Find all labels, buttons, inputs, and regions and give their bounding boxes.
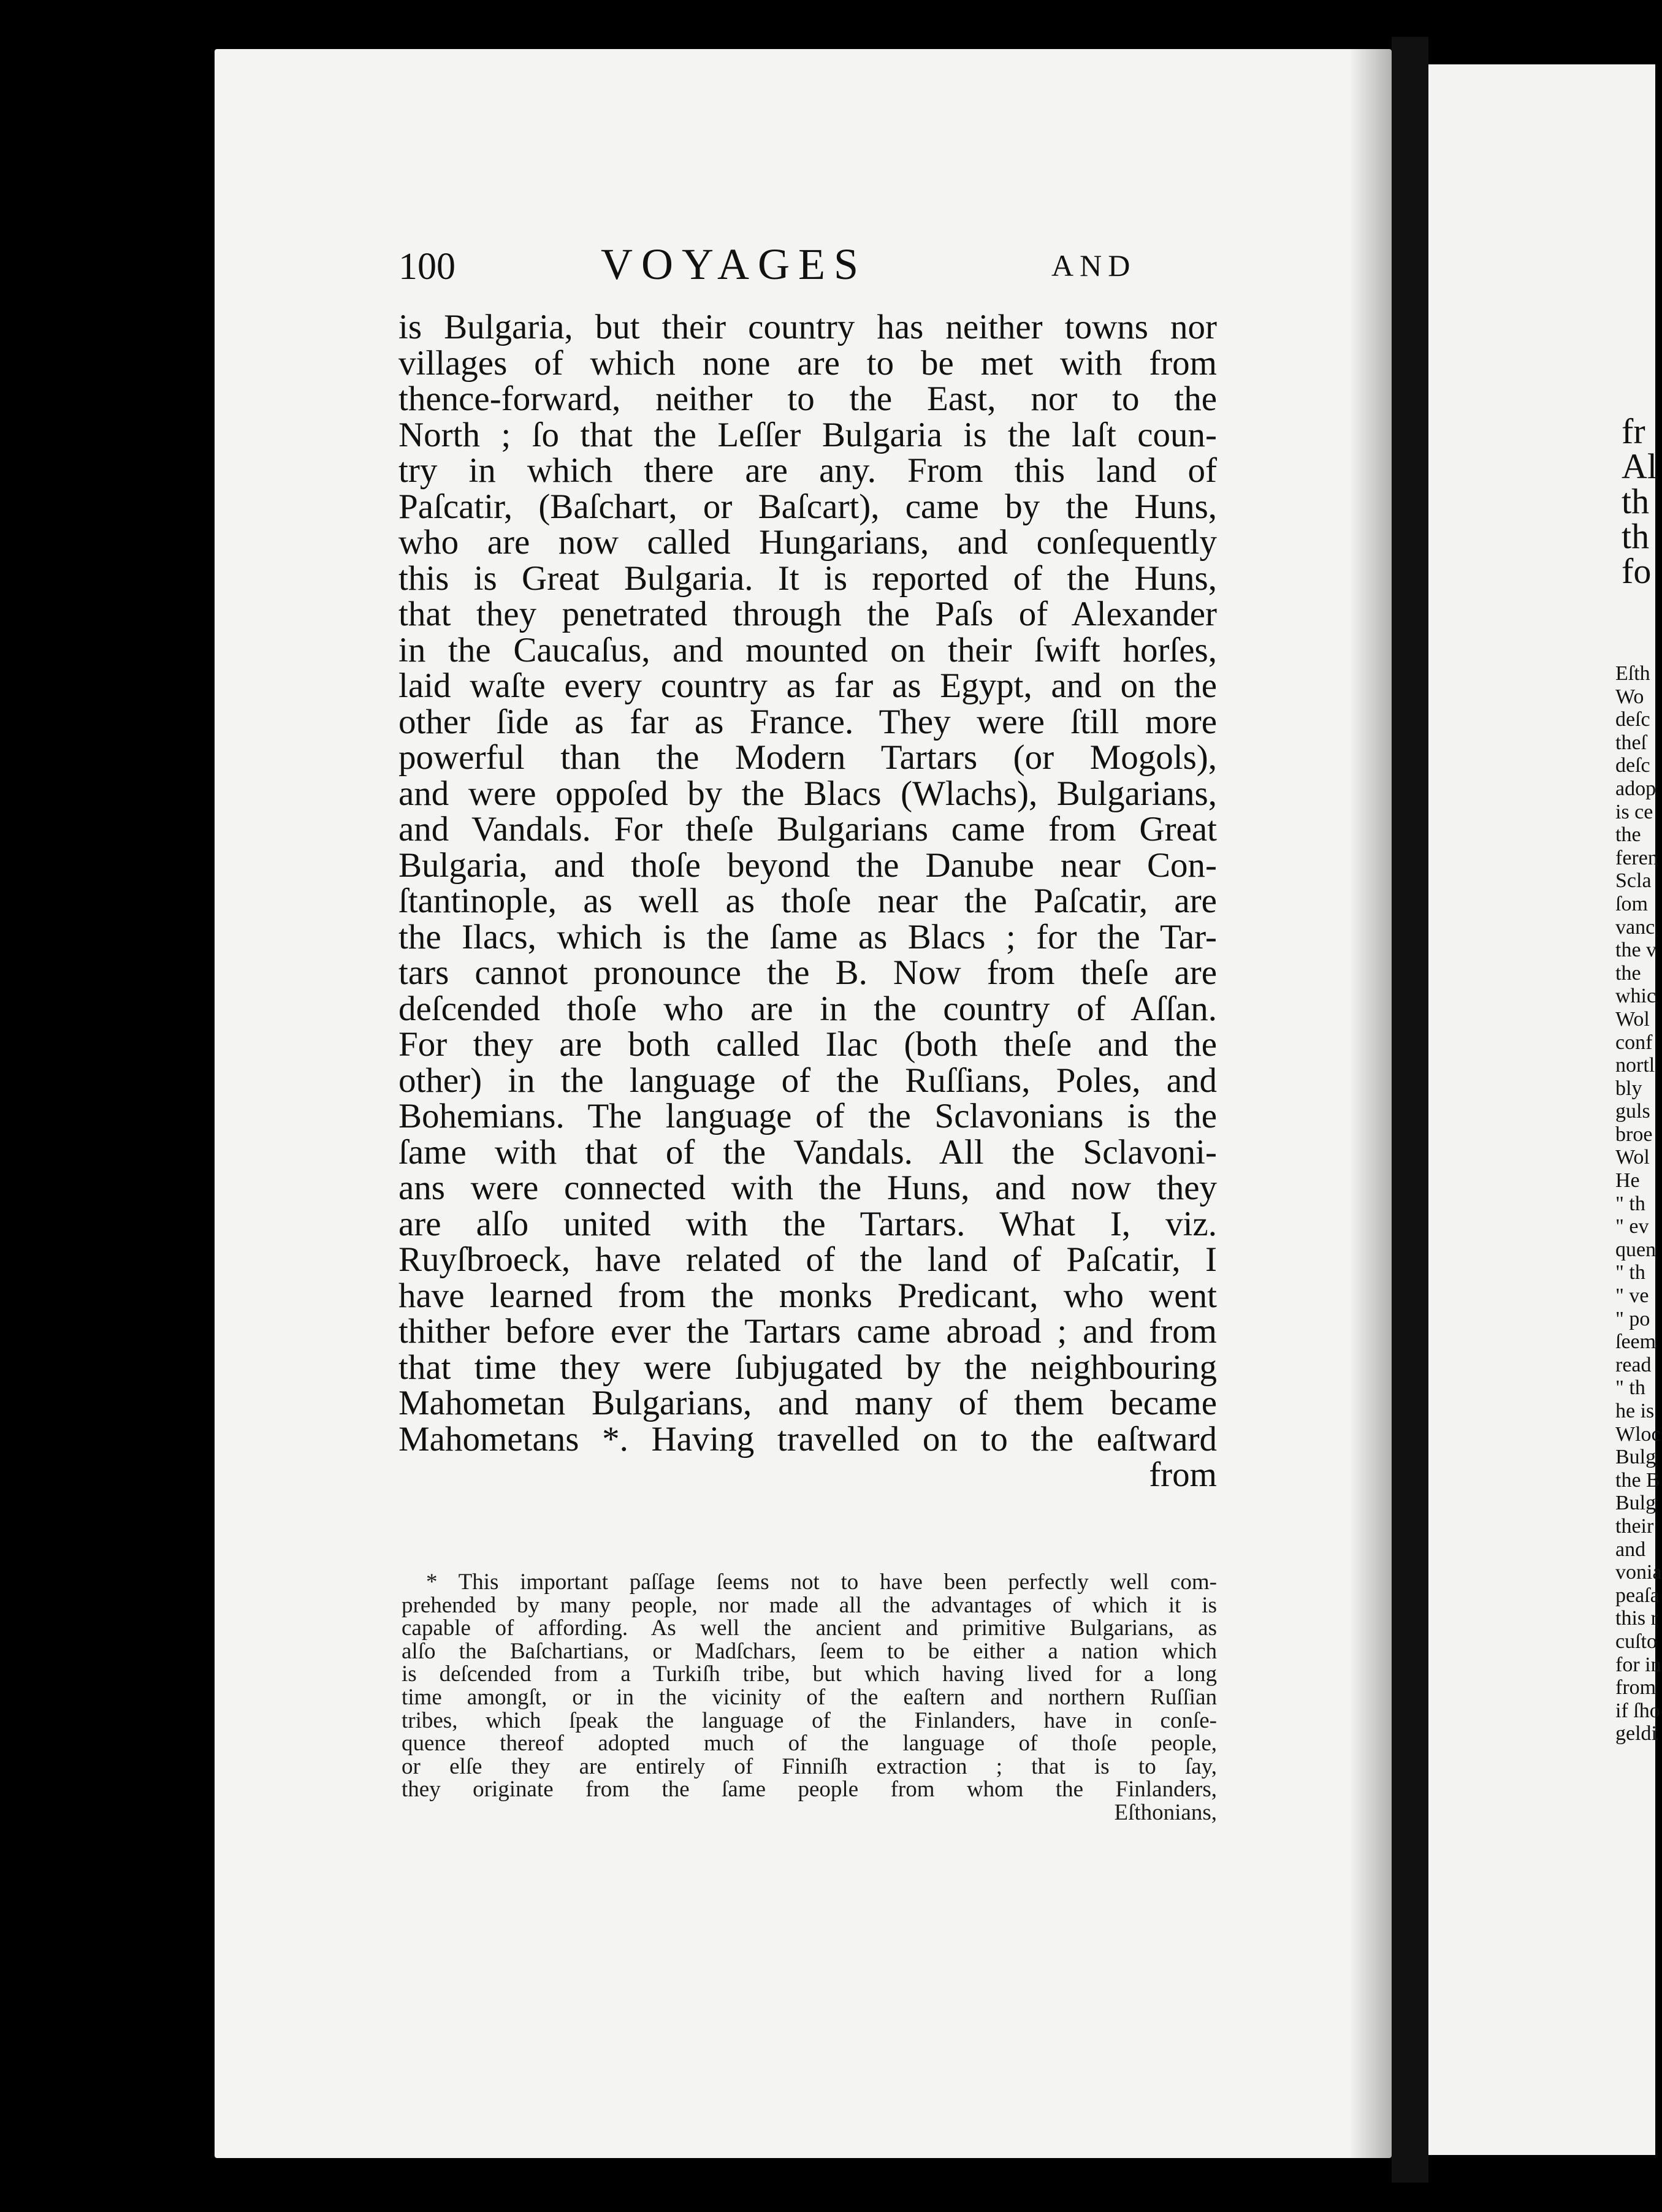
- facing-page-small-line: read: [1615, 1353, 1652, 1376]
- body-line: For they are both called Ilac (both theſe and the: [398, 1025, 1217, 1064]
- facing-page-small-line: adop: [1615, 777, 1656, 800]
- facing-page-large-text: [1622, 411, 1657, 591]
- facing-page-small-line: he is: [1615, 1400, 1655, 1422]
- footnote-line: Eſthonians,: [1114, 1799, 1217, 1825]
- facing-page-small-line: Bulg: [1615, 1446, 1656, 1469]
- facing-page-small-line: guls: [1615, 1100, 1650, 1123]
- body-line: ans were connected with the Huns, and now they: [398, 1169, 1217, 1207]
- facing-page-small-line: their: [1615, 1514, 1654, 1538]
- facing-page-large-line: Al: [1622, 446, 1657, 486]
- footnote-line: tribes, which ſpeak the language of the Finlanders, have in conſe-: [402, 1707, 1217, 1733]
- facing-page-small-line: Scla: [1615, 869, 1652, 893]
- facing-page-small-line: for in: [1615, 1653, 1661, 1676]
- page-number: 100: [398, 246, 456, 288]
- body-line: North ; ſo that the Leſſer Bulgaria is the laſt coun-: [398, 415, 1217, 454]
- facing-page-small-line: this r: [1615, 1607, 1658, 1630]
- body-line: is Bulgaria, but their country has neither towns nor: [398, 308, 1217, 346]
- body-line: Bulgaria, and thoſe beyond the Danube near Con-: [398, 845, 1217, 885]
- body-line: Mahometan Bulgarians, and many of them became: [398, 1384, 1217, 1422]
- body-line: villages of which none are to be met with from: [398, 343, 1217, 383]
- body-line: powerful than the Modern Tartars (or Mogols),: [398, 738, 1217, 777]
- footnote-line: capable of affording. As well the ancient and primitive Bulgarians, as: [402, 1615, 1217, 1641]
- body-line: are alſo united with the Tartars. What I, viz.: [398, 1204, 1217, 1243]
- running-head: VOYAGES: [601, 240, 867, 289]
- facing-page-small-line: deſc: [1615, 708, 1650, 731]
- facing-page-small-line: the B: [1615, 1468, 1660, 1492]
- facing-page-small-line: the: [1615, 961, 1641, 985]
- facing-page-small-line: " ve: [1615, 1284, 1649, 1308]
- body-line: this is Great Bulgaria. It is reported of the Huns,: [398, 559, 1217, 598]
- facing-page-small-line: the v: [1615, 939, 1657, 962]
- facing-page-small-line: and: [1615, 1538, 1646, 1561]
- body-line: that they penetrated through the Paſs of Alexander: [398, 595, 1217, 633]
- body-text: [398, 310, 1217, 1493]
- facing-page-small-line: ſeem: [1615, 1330, 1656, 1354]
- body-line: Paſcatir, (Baſchart, or Baſcart), came by the Huns,: [398, 487, 1217, 526]
- body-line: other) in the language of the Ruſſians, Poles, and: [398, 1061, 1217, 1100]
- body-line: laid waſte every country as far as Egypt, and on the: [398, 666, 1217, 705]
- body-line: who are now called Hungarians, and conſequently: [398, 523, 1217, 562]
- body-line: have learned from the monks Predicant, who went: [398, 1276, 1217, 1315]
- facing-page-small-line: feren: [1615, 846, 1658, 869]
- facing-page-small-line: from: [1615, 1676, 1656, 1699]
- book-binding: [1392, 37, 1428, 2183]
- footnote: [402, 1571, 1217, 1825]
- body-line: and were oppoſed by the Blacs (Wlachs), Bulgarians,: [398, 774, 1217, 813]
- facing-page-small-line: " th: [1615, 1261, 1645, 1284]
- facing-page-small-line: " th: [1615, 1192, 1645, 1215]
- facing-page-small-line: cuſto: [1615, 1630, 1657, 1653]
- footnote-line: * This important paſſage ſeems not to have been perfectly well com-: [426, 1569, 1217, 1595]
- facing-page: [1428, 64, 1662, 2155]
- footnote-line: time amongſt, or in the vicinity of the eaſtern and northern Ruſſian: [402, 1684, 1217, 1710]
- body-line: tars cannot pronounce the B. Now from theſe are: [398, 953, 1217, 992]
- body-line: and Vandals. For theſe Bulgarians came from Great: [398, 810, 1217, 849]
- facing-page-small-line: whic: [1615, 985, 1656, 1008]
- facing-page-small-line: bly: [1615, 1077, 1642, 1100]
- page-header: [398, 239, 1226, 307]
- footnote-line: they originate from the ſame people from whom the Finlanders,: [402, 1777, 1217, 1802]
- body-line: in the Caucaſus, and mounted on their ſwift horſes,: [398, 630, 1217, 669]
- facing-page-small-line: peaſa: [1615, 1584, 1660, 1607]
- body-line: from: [1149, 1455, 1217, 1494]
- body-line: ſtantinople, as well as thoſe near the Paſcatir, are: [398, 882, 1217, 920]
- facing-page-small-line: geldi: [1615, 1722, 1657, 1745]
- body-line: thither before ever the Tartars came abroad ; and from: [398, 1312, 1217, 1351]
- footnote-line: prehended by many people, nor made all the advantages of which it is: [402, 1592, 1217, 1618]
- facing-page-small-line: " po: [1615, 1307, 1650, 1330]
- body-line: deſcended thoſe who are in the country of Aſſan.: [398, 989, 1217, 1028]
- facing-page-small-line: Bulg: [1615, 1492, 1656, 1515]
- body-line: the Ilacs, which is the ſame as Blacs ; for the Tar-: [398, 917, 1217, 956]
- facing-page-small-line: deſc: [1615, 754, 1650, 777]
- body-line: Bohemians. The language of the Sclavonians is the: [398, 1097, 1217, 1135]
- body-line: other ſide as far as France. They were ſtill more: [398, 702, 1217, 741]
- footnote-line: is deſcended from a Turkiſh tribe, but which having lived for a long: [402, 1661, 1217, 1687]
- footnote-line: alſo the Baſchartians, or Madſchars, ſeem to be either a nation which: [402, 1638, 1217, 1664]
- facing-page-small-line: is ce: [1615, 800, 1653, 823]
- facing-page-small-line: the: [1615, 823, 1641, 847]
- facing-page-small-line: conf: [1615, 1031, 1653, 1054]
- facing-page-small-line: quen: [1615, 1238, 1656, 1261]
- body-line: thence-forward, neither to the East, nor to the: [398, 379, 1217, 418]
- facing-page-small-line: He: [1615, 1169, 1640, 1192]
- facing-page-small-line: if ſho: [1615, 1699, 1660, 1722]
- facing-page-large-line: fo: [1622, 551, 1652, 591]
- facing-page-small-line: Wloc: [1615, 1422, 1661, 1446]
- facing-page-small-line: theſ: [1615, 731, 1647, 754]
- facing-page-small-line: broe: [1615, 1123, 1653, 1146]
- facing-page-small-line: Eſth: [1615, 662, 1650, 685]
- facing-page-small-text: [1615, 662, 1662, 1745]
- facing-page-small-line: Wol: [1615, 1007, 1650, 1031]
- facing-page-small-line: vonia: [1615, 1561, 1662, 1584]
- facing-page-large-line: th: [1622, 516, 1650, 556]
- facing-page-small-line: nortl: [1615, 1054, 1655, 1077]
- footnote-line: quence thereof adopted much of the language of thoſe people,: [402, 1731, 1217, 1756]
- facing-page-large-line: th: [1622, 481, 1650, 521]
- facing-page-small-line: vanc: [1615, 915, 1655, 939]
- body-line: try in which there are any. From this land of: [398, 451, 1217, 490]
- facing-page-small-line: " th: [1615, 1376, 1645, 1400]
- running-head-small: AND: [1051, 248, 1137, 283]
- body-line: Mahometans *. Having travelled on to the eaſtward: [398, 1419, 1217, 1459]
- body-line: ſame with that of the Vandals. All the Sclavoni-: [398, 1132, 1217, 1172]
- facing-page-large-line: fr: [1622, 411, 1645, 451]
- body-line: Ruyſbroeck, have related of the land of Paſcatir, I: [398, 1240, 1217, 1279]
- footnote-line: or elſe they are entirely of Finniſh extraction ; that is to ſay,: [402, 1753, 1217, 1779]
- facing-page-small-line: " ev: [1615, 1215, 1649, 1238]
- facing-page-small-line: Wo: [1615, 685, 1644, 708]
- body-line: that time they were ſubjugated by the neighbouring: [398, 1348, 1217, 1387]
- facing-page-small-line: Wol: [1615, 1146, 1650, 1169]
- facing-page-small-line: ſom: [1615, 892, 1648, 915]
